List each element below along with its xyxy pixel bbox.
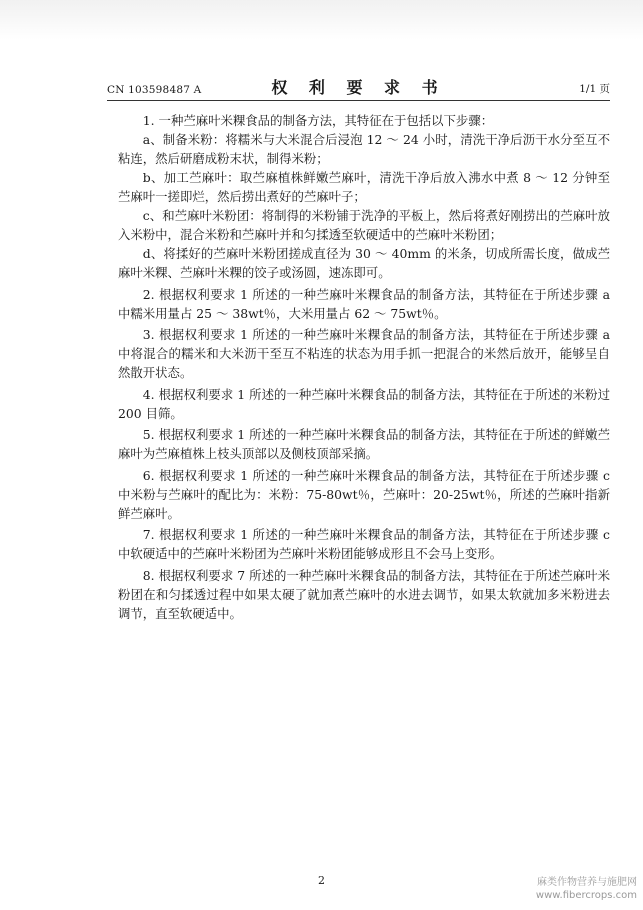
publication-number: CN 103598487 A (107, 84, 202, 96)
claims-body (118, 111, 610, 623)
claim-2: 2. 根据权利要求 1 所述的一种苎麻叶米粿食品的制备方法，其特征在于所述步骤 a 中糯米用量占 25 ～ 38wt％，大米用量占 62 ～ 75wt％。 (118, 286, 610, 321)
claim-6: 6. 根据权利要求 1 所述的一种苎麻叶米粿食品的制备方法，其特征在于所述步骤 c 中米粉与苎麻叶的配比为：米粉：75-80wt％，苎麻叶：20-25wt％，所述的苎麻叶指新鲜苎麻叶。 (118, 467, 610, 521)
watermark-site-name: 麻类作物营养与施肥网 (537, 877, 637, 888)
claim-1-step-a: a、制备米粉：将糯米与大米混合后浸泡 12 ～ 24 小时，清洗干净后沥干水分至互不粘连，然后研磨成粉末状，制得米粉； (118, 132, 610, 166)
page-count: 1/1 页 (579, 83, 610, 95)
claim-1-step-d: d、将揉好的苎麻叶米粉团搓成直径为 30 ～ 40mm 的米条，切成所需长度，做成苎麻叶米粿、苎麻叶米粿的饺子或汤圆，速冻即可。 (118, 246, 610, 280)
claim-4: 4. 根据权利要求 1 所述的一种苎麻叶米粿食品的制备方法，其特征在于所述的米粉过 200 目筛。 (118, 386, 610, 421)
page-top-shadow (0, 0, 643, 40)
site-watermark (536, 876, 637, 902)
claim-1-step-b: b、加工苎麻叶：取苎麻植株鲜嫩苎麻叶，清洗干净后放入沸水中煮 8 ～ 12 分钟至苎麻叶一搓即烂，然后捞出煮好的苎麻叶子； (118, 170, 610, 204)
page-header (107, 72, 610, 98)
watermark-url: www.fibercrops.com (535, 890, 637, 901)
claim-1: 1. 一种苎麻叶米粿食品的制备方法，其特征在于包括以下步骤： (142, 113, 494, 128)
claim-1-step-c: c、和苎麻叶米粉团：将制得的米粉铺于洗净的平板上，然后将煮好刚捞出的苎麻叶放入米粉中，混合米粉和苎麻叶并和匀揉透至软硬适中的苎麻叶米粉团； (118, 208, 610, 242)
claim-8: 8. 根据权利要求 7 所述的一种苎麻叶米粿食品的制备方法，其特征在于所述苎麻叶米粉团在和匀揉透过程中如果太硬了就加煮苎麻叶的水进去调节，如果太软就加多米粉进去调节，直至软硬适中。 (118, 567, 610, 621)
page-number: 2 (318, 874, 325, 887)
claim-3: 3. 根据权利要求 1 所述的一种苎麻叶米粿食品的制备方法，其特征在于所述步骤 a 中将混合的糯米和大米沥干至互不粘连的状态为用手抓一把混合的米然后放开，能够呈自然散开状态。 (118, 327, 610, 380)
document-title: 权 利 要 求 书 (271, 78, 446, 97)
header-divider (107, 100, 610, 101)
claim-7: 7. 根据权利要求 1 所述的一种苎麻叶米粿食品的制备方法，其特征在于所述步骤 c 中软硬适中的苎麻叶米粉团为苎麻叶米粉团能够成形且不会马上变形。 (118, 527, 610, 561)
claim-5: 5. 根据权利要求 1 所述的一种苎麻叶米粿食品的制备方法，其特征在于所述的鲜嫩苎麻叶为苎麻植株上枝头顶部以及侧枝顶部采摘。 (118, 427, 610, 461)
